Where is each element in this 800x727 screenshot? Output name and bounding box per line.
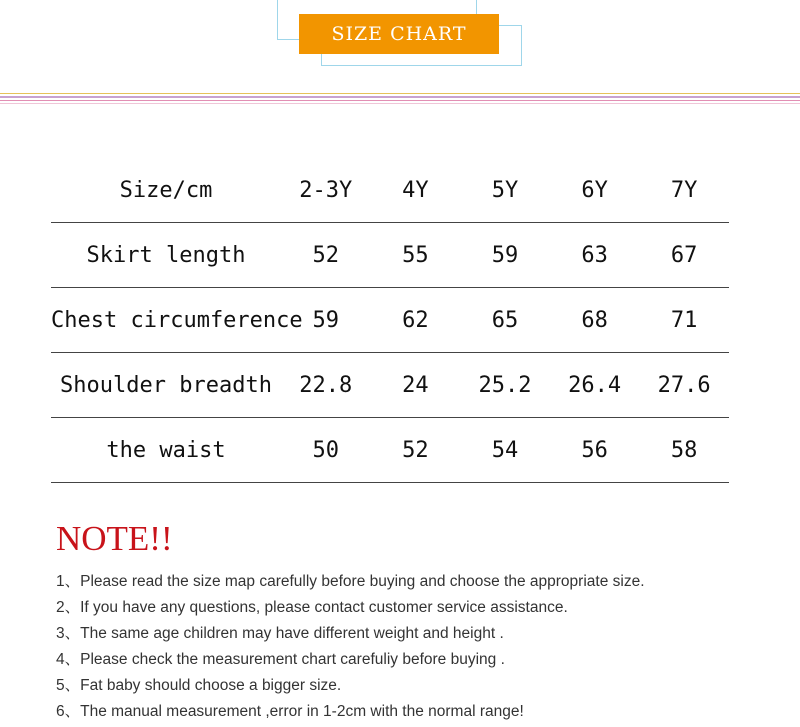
table-cell: 67	[670, 242, 698, 268]
note-item	[56, 649, 776, 675]
table-cell: 26.4	[568, 372, 622, 398]
note-text: Fat baby should choose a bigger size.	[80, 677, 342, 694]
row-label: Skirt length	[86, 242, 246, 268]
header-label: Size/cm	[119, 177, 213, 203]
note-number: 2、	[56, 599, 81, 616]
note-number: 5、	[56, 677, 81, 694]
note-item	[56, 675, 776, 701]
header-size: 5Y	[491, 177, 519, 203]
table-cell: 63	[581, 242, 608, 268]
table-row	[51, 418, 729, 483]
note-title: NOTE!!	[56, 519, 173, 558]
row-label: Shoulder breadth	[60, 372, 272, 398]
divider-stripe	[0, 100, 800, 101]
table-row	[51, 288, 729, 353]
size-chart-banner	[299, 14, 499, 54]
table-cell: 58	[670, 437, 698, 463]
note-text: Please read the size map carefully before buying and choose the appropriate size.	[80, 573, 645, 590]
header-size: 2-3Y	[299, 177, 353, 203]
note-list	[56, 571, 776, 727]
table-header-row	[51, 158, 729, 223]
note-number: 6、	[56, 703, 81, 720]
header-size: 4Y	[402, 177, 429, 203]
divider-stripe	[0, 103, 800, 104]
table-row	[51, 223, 729, 288]
table-row	[51, 353, 729, 418]
note-text: If you have any questions, please contact customer service assistance.	[80, 599, 568, 616]
table-cell: 22.8	[299, 372, 353, 398]
table-cell: 55	[402, 242, 429, 268]
divider-stripe	[0, 96, 800, 98]
table-cell: 25.2	[478, 372, 532, 398]
table-cell: 56	[581, 437, 608, 463]
note-item	[56, 701, 776, 727]
note-number: 4、	[56, 651, 81, 668]
table-cell: 50	[312, 437, 340, 463]
note-item	[56, 571, 776, 597]
table-cell: 24	[402, 372, 429, 398]
note-text: The same age children may have different weight and height .	[80, 625, 504, 642]
table-cell: 62	[402, 307, 429, 333]
table-cell: 52	[402, 437, 429, 463]
note-text: The manual measurement ,error in 1-2cm with the normal range!	[80, 703, 524, 720]
divider-stripe	[0, 93, 800, 94]
table-cell: 52	[312, 242, 340, 268]
note-number: 1、	[56, 573, 81, 590]
size-table	[51, 158, 729, 483]
row-label: Chest circumference	[51, 307, 303, 333]
banner-title: SIZE CHART	[331, 23, 467, 45]
note-item	[56, 597, 776, 623]
table-cell: 59	[491, 242, 519, 268]
table-cell: 68	[581, 307, 608, 333]
table-cell: 27.6	[657, 372, 711, 398]
table-cell: 65	[491, 307, 519, 333]
note-text: Please check the measurement chart carefuliy before buying .	[80, 651, 505, 668]
table-cell: 59	[312, 307, 340, 333]
row-label: the waist	[106, 437, 226, 463]
note-item	[56, 623, 776, 649]
header-size: 7Y	[670, 177, 698, 203]
table-cell: 54	[491, 437, 519, 463]
note-number: 3、	[56, 625, 81, 642]
header-size: 6Y	[581, 177, 608, 203]
table-cell: 71	[670, 307, 698, 333]
